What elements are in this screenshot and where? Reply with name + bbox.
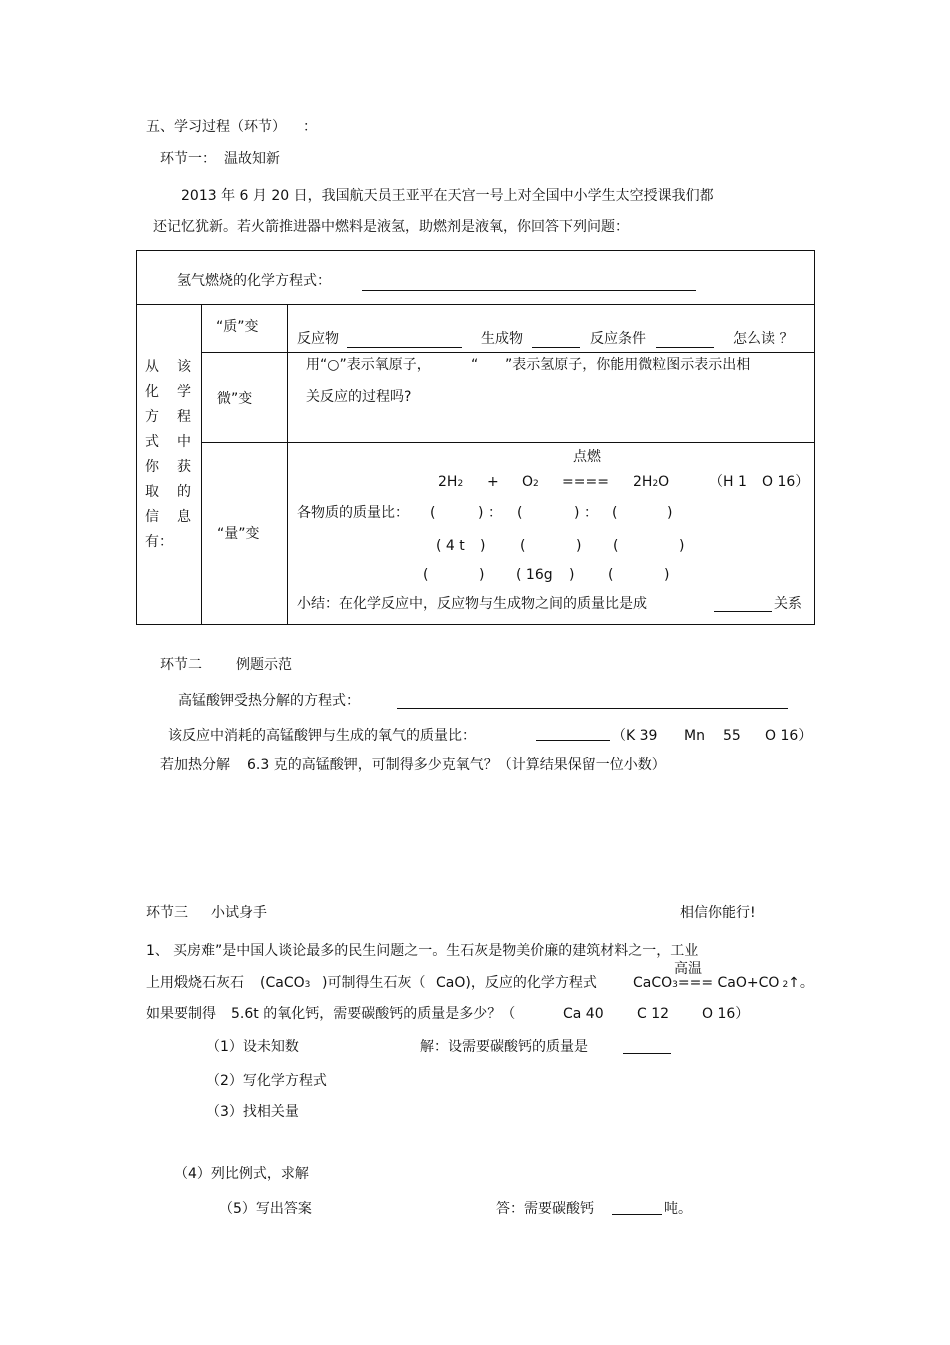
mass-ratio-paren: ( — [430, 505, 436, 521]
left-label-char: 方 — [145, 409, 159, 425]
mass-ratio-paren: ) — [574, 505, 580, 521]
equation-h2o: 2H2O — [633, 474, 670, 490]
table-col-divider — [287, 304, 288, 625]
reactant-label: 反应物 — [297, 331, 339, 347]
product-label: 生成物 — [481, 331, 523, 347]
left-label-char: 程 — [177, 409, 191, 425]
section-heading: 五、学习过程（环节） — [146, 119, 286, 135]
summary-blank[interactable] — [714, 611, 772, 612]
micro-question-line2: 关反应的过程吗? — [306, 389, 412, 405]
mass-row3-paren: ) — [569, 567, 575, 583]
step-2: （2）写化学方程式 — [206, 1073, 327, 1089]
mass-ratio-label: 各物质的质量比： — [297, 505, 409, 521]
equation-arrow: ==== — [562, 474, 609, 490]
left-label-char: 化 — [145, 384, 159, 400]
link1-paragraph-line2: 还记忆犹新。若火箭推进器中燃料是液氢，助燃剂是液氧，你回答下列问题： — [153, 219, 629, 235]
step-3: （3）找相关量 — [206, 1104, 299, 1120]
condition-blank[interactable] — [656, 347, 714, 348]
link2-subtitle: 例题示范 — [236, 657, 292, 673]
mass-ratio-paren: ( — [517, 505, 523, 521]
equation-atomic-mass: （H 1 — [709, 474, 747, 490]
link1-subtitle: 温故知新 — [224, 151, 280, 167]
left-label-char: 信 — [145, 509, 159, 525]
question-line1: 买房难”是中国人谈论最多的民生问题之一。生石灰是物美价廉的建筑材料之一，工业 — [173, 943, 699, 959]
mass-ratio-paren: ) — [478, 505, 484, 521]
mass-row2-paren: ( — [613, 538, 619, 554]
equation-o2: O2 — [522, 474, 539, 490]
table-border — [136, 250, 815, 625]
mass-ratio-paren: ( — [612, 505, 618, 521]
kmno4-equation-label: 高锰酸钾受热分解的方程式： — [178, 693, 360, 709]
section-heading-colon: ： — [303, 119, 317, 135]
mass-row2-paren: ( — [520, 538, 526, 554]
mass-ratio-question: 该反应中消耗的高锰酸钾与生成的氧气的质量比： — [168, 728, 476, 744]
equation-atomic-mass-o: O 16） — [762, 474, 810, 490]
table-row-divider — [136, 304, 815, 305]
condition-label: 反应条件 — [590, 331, 646, 347]
left-label-char: 取 — [145, 484, 159, 500]
link3-title: 环节三 — [146, 905, 188, 921]
step-5-blank[interactable] — [612, 1214, 662, 1215]
equation-plus: + — [487, 474, 499, 490]
summary-text: 小结：在化学反应中，反应物与生成物之间的质量比是成 — [297, 596, 647, 612]
left-label-char: 式 — [145, 434, 159, 450]
left-label-char: 的 — [177, 484, 191, 500]
table-row-divider — [201, 442, 815, 443]
left-label-char: 你 — [145, 459, 159, 475]
left-label-char: 息 — [177, 509, 191, 525]
kmno4-equation-blank[interactable] — [397, 708, 788, 709]
question-atomic-o: O 16） — [702, 1006, 750, 1022]
mass-row2-paren: ) — [480, 538, 486, 554]
left-label-char: 学 — [177, 384, 191, 400]
mass-row2-paren: ) — [679, 538, 685, 554]
left-label-char: 从 — [145, 359, 159, 375]
table-row-divider — [201, 352, 815, 353]
atomic-mass-mn-value: 55 — [723, 728, 741, 744]
equation-h2: 2H2 — [438, 474, 464, 490]
left-label-char: 该 — [177, 359, 191, 375]
mass-row3-paren: ( — [423, 567, 429, 583]
step-5-answer: 答：需要碳酸钙 — [496, 1201, 594, 1217]
atomic-mass-o: O 16） — [765, 728, 813, 744]
summary-end: 关系 — [774, 596, 802, 612]
mass-ratio-paren: ) — [667, 505, 673, 521]
micro-question-line1a: 用“○”表示氧原子， — [306, 357, 431, 373]
mass-ratio-colon: ： — [488, 505, 502, 521]
mass-ratio-blank[interactable] — [536, 740, 610, 741]
equation-condition: 点燃 — [573, 449, 601, 465]
mass-row3-o2: ( 16g — [516, 567, 553, 583]
question-line2a: 上用煅烧石灰石 — [146, 975, 244, 991]
left-label-char: 获 — [177, 459, 191, 475]
question-equation: CaCO3=== CaO+CO 2↑。 — [633, 975, 814, 991]
left-label-char: 中 — [177, 434, 191, 450]
question-atomic-c: C 12 — [637, 1006, 670, 1022]
hydrogen-equation-label: 氢气燃烧的化学方程式： — [177, 273, 331, 289]
mass-row2-paren: ) — [576, 538, 582, 554]
micro-question-line1b: “ — [471, 357, 479, 373]
quality-change-label: “质”变 — [216, 319, 259, 335]
heating-question-b: 6.3 克的高锰酸钾，可制得多少克氧气？（计算结果保留一位小数） — [247, 757, 666, 773]
mass-row2-h2: ( 4 t — [436, 538, 465, 554]
how-to-read-label: 怎么读 ？ — [733, 331, 794, 347]
step-1-answer: 解：设需要碳酸钙的质量是 — [420, 1039, 588, 1055]
micro-question-line1c: ”表示氢原子，你能用微粒图示表示出相 — [505, 357, 751, 373]
step-5: （5）写出答案 — [219, 1201, 312, 1217]
atomic-mass-k: （K 39 — [612, 728, 658, 744]
atomic-mass-mn: Mn — [684, 728, 705, 744]
question-eq-condition: 高温 — [674, 961, 702, 977]
question-line3a: 如果要制得 — [146, 1006, 216, 1022]
question-number: 1、 — [146, 943, 169, 959]
mass-row3-paren: ( — [608, 567, 614, 583]
step-4: （4）列比例式，求解 — [174, 1166, 309, 1182]
link3-subtitle: 小试身手 — [211, 905, 267, 921]
question-line3b: 5.6t 的氧化钙，需要碳酸钙的质量是多少？（ — [231, 1006, 516, 1022]
link1-title: 环节一： — [160, 151, 216, 167]
hydrogen-equation-blank[interactable] — [362, 290, 696, 291]
question-line2d: CaO)，反应的化学方程式 — [436, 975, 597, 991]
question-line2c: )可制得生石灰（ — [322, 975, 426, 991]
mass-row3-paren: ) — [479, 567, 485, 583]
question-atomic-ca: Ca 40 — [563, 1006, 604, 1022]
quantity-change-label: “量”变 — [217, 526, 260, 542]
link2-title: 环节二 — [160, 657, 202, 673]
step-1: （1）设未知数 — [206, 1039, 299, 1055]
left-label-char: 有： — [145, 534, 173, 550]
mass-row3-paren: ) — [664, 567, 670, 583]
table-col-divider — [201, 304, 202, 625]
heating-question-a: 若加热分解 — [160, 757, 230, 773]
encouragement: 相信你能行! — [680, 905, 756, 921]
step-5-unit: 吨。 — [664, 1201, 692, 1217]
step-1-blank[interactable] — [623, 1053, 671, 1054]
product-blank[interactable] — [532, 347, 580, 348]
link1-paragraph-line1: 2013 年 6 月 20 日，我国航天员王亚平在天宫一号上对全国中小学生太空授课我们都 — [181, 188, 714, 204]
reactant-blank[interactable] — [347, 347, 462, 348]
micro-change-label: 微”变 — [217, 391, 253, 407]
mass-ratio-colon: ： — [584, 505, 598, 521]
question-line2b: (CaCO3 — [260, 975, 311, 991]
